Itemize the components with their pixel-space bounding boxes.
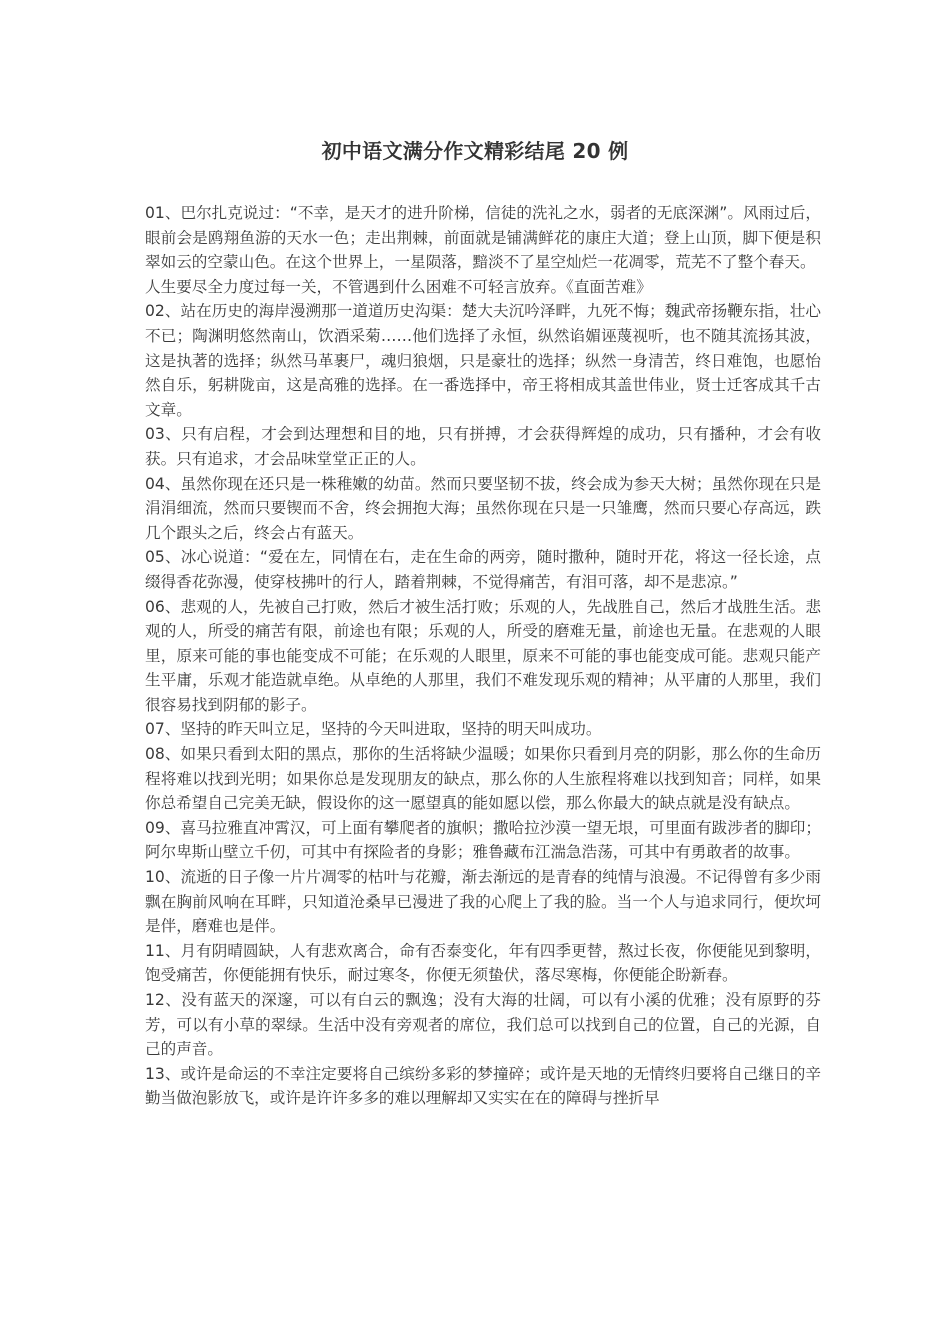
paragraph-01-note: 人生要尽全力度过每一关，不管遇到什么困难不可轻言放弃。《直面苦难》 bbox=[145, 277, 652, 296]
document-title: 初中语文满分作文精彩结尾 20 例 bbox=[321, 139, 629, 163]
paragraph-10: 10、流逝的日子像一片片凋零的枯叶与花瓣，渐去渐远的是青春的纯情与浪漫。不记得曾有多少雨飘在胸前风响在耳畔，只知道沧桑早已漫进了我的心爬上了我的脸。当一个人与追求同行，便坎坷是伴，磨难也是伴。 bbox=[145, 868, 821, 936]
paragraph-03: 03、只有启程，才会到达理想和目的地，只有拼搏，才会获得辉煌的成功，只有播种，才会有收获。只有追求，才会品味堂堂正正的人。 bbox=[145, 425, 821, 468]
paragraph-06: 06、悲观的人，先被自己打败，然后才被生活打败；乐观的人，先战胜自己，然后才战胜生活。悲观的人，所受的痛苦有限，前途也有限；乐观的人，所受的磨难无量，前途也无量。在悲观的人眼里，原来可能的事也能变成不可能；在乐观的人眼里，原来不可能的事也能变成可能。悲观只能产生平庸，乐观才能造就卓绝。从卓绝的人那里，我们不难发现乐观的精神；从平庸的人那里，我们很容易找到阴郁的影子。 bbox=[145, 597, 821, 714]
paragraph-13: 13、或许是命运的不幸注定要将自己缤纷多彩的梦撞碎；或许是天地的无情终归要将自己继日的辛勤当做泡影放飞，或许是许许多多的难以理解却又实实在在的障碍与挫折早 bbox=[145, 1064, 821, 1108]
paragraph-01: 01、巴尔扎克说过：“不幸，是天才的进升阶梯，信徒的洗礼之水，弱者的无底深渊”。风雨过后，眼前会是鸥翔鱼游的天水一色；走出荆棘，前面就是铺满鲜花的康庄大道；登上山顶，脚下便是积翠如云的空蒙山色。在这个世界上，一星陨落，黯淡不了星空灿烂一花凋零，荒芜不了整个春天。 bbox=[145, 204, 821, 272]
paragraph-04: 04、虽然你现在还只是一株稚嫩的幼苗。然而只要坚韧不拔，终会成为参天大树；虽然你现在只是涓涓细流，然而只要锲而不舍，终会拥抱大海；虽然你现在只是一只雏鹰，然而只要心存高远，跌几个跟头之后，终会占有蓝天。 bbox=[145, 474, 821, 542]
paragraph-11: 11、月有阴晴圆缺，人有悲欢离合，命有否泰变化，年有四季更替，熬过长夜，你便能见到黎明，饱受痛苦，你便能拥有快乐，耐过寒冬，你便无须蛰伏，落尽寒梅，你便能企盼新春。 bbox=[145, 941, 821, 985]
paragraph-08: 08、如果只看到太阳的黑点，那你的生活将缺少温暖；如果你只看到月亮的阴影，那么你的生命历程将难以找到光明；如果你总是发现朋友的缺点，那么你的人生旅程将难以找到知音；同样，如果你总希望自己完美无缺，假设你的这一愿望真的能如愿以偿，那么你最大的缺点就是没有缺点。 bbox=[145, 745, 821, 813]
document-body bbox=[145, 201, 821, 1111]
paragraph-02: 02、站在历史的海岸漫溯那一道道历史沟渠：楚大夫沉吟泽畔，九死不悔；魏武帝扬鞭东指，壮心不已；陶渊明悠然南山，饮酒采菊……他们选择了永恒，纵然谄媚诬蔑视听，也不随其流扬其波，这是执著的选择；纵然马革裹尸，魂归狼烟，只是豪壮的选择；纵然一身清苦，终日难饱，也愿怡然自乐，躬耕陇亩，这是高雅的选择。在一番选择中，帝王将相成其盖世伟业，贤士迁客成其千古文章。 bbox=[145, 302, 821, 419]
paragraph-12: 12、没有蓝天的深邃，可以有白云的飘逸；没有大海的壮阔，可以有小溪的优雅；没有原野的芬芳，可以有小草的翠绿。生活中没有旁观者的席位，我们总可以找到自己的位置，自己的光源，自己的声音。 bbox=[145, 991, 821, 1059]
paragraph-09: 09、喜马拉雅直冲霄汉，可上面有攀爬者的旗帜；撒哈拉沙漠一望无垠，可里面有跋涉者的脚印；阿尔卑斯山壁立千仞，可其中有探险者的身影；雅鲁藏布江湍急浩荡，可其中有勇敢者的故事。 bbox=[145, 818, 821, 862]
paragraph-07: 07、坚持的昨天叫立足，坚持的今天叫进取，坚持的明天叫成功。 bbox=[145, 720, 602, 739]
paragraph-05: 05、冰心说道：“爱在左，同情在右，走在生命的两旁，随时撒种，随时开花，将这一径长途，点缀得香花弥漫，使穿枝拂叶的行人，踏着荆棘，不觉得痛苦，有泪可落，却不是悲凉。” bbox=[145, 548, 821, 591]
